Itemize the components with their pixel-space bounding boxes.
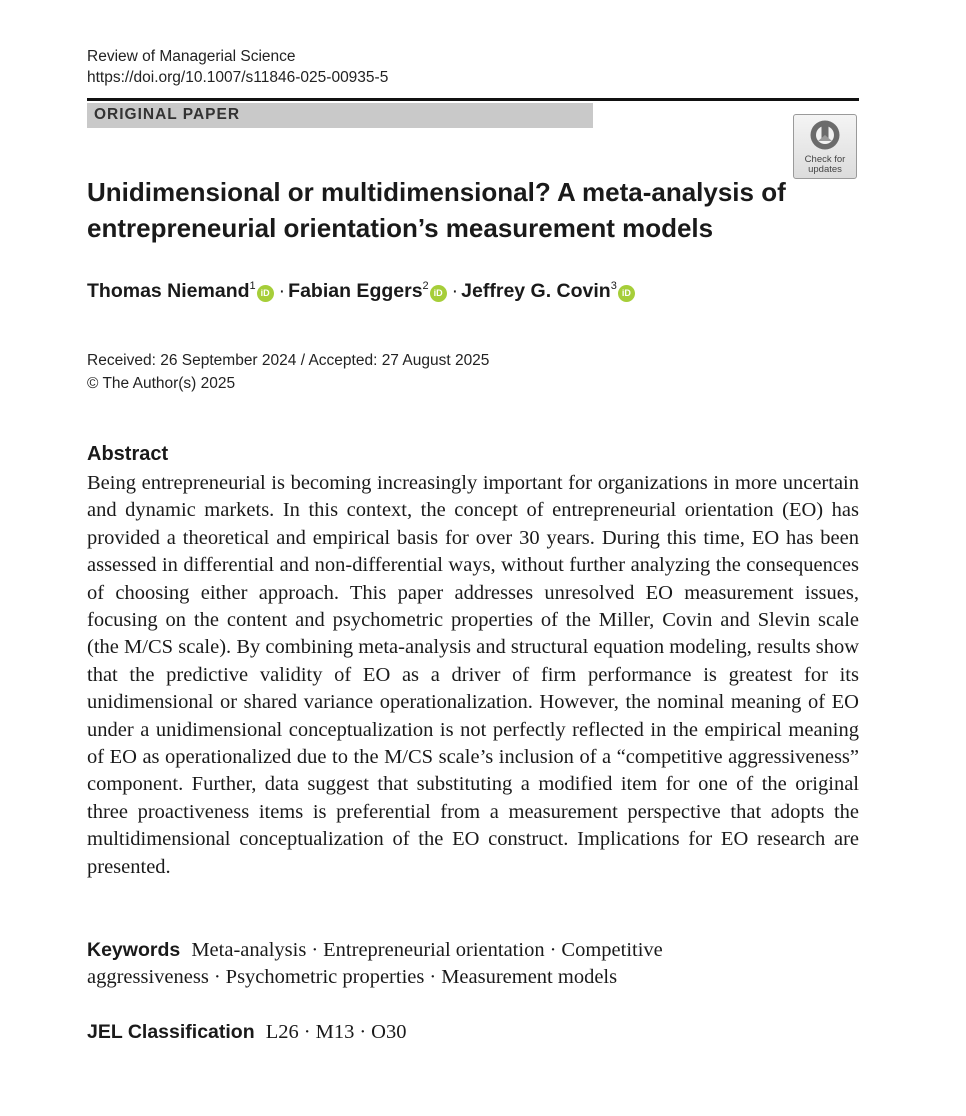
header-rule bbox=[87, 98, 859, 101]
orcid-icon[interactable]: iD bbox=[618, 285, 635, 302]
orcid-icon[interactable]: iD bbox=[257, 285, 274, 302]
author-list bbox=[87, 280, 635, 303]
jel-separator: · bbox=[359, 1021, 367, 1043]
keyword-separator: · bbox=[429, 966, 437, 989]
author-separator: · bbox=[451, 280, 459, 302]
abstract-heading: Abstract bbox=[87, 443, 169, 465]
jel-classification-section bbox=[87, 1019, 406, 1046]
paper-title: Unidimensional or multidimensional? A meta-analysis of entrepreneurial orientation’s measurement models bbox=[87, 177, 786, 243]
author-name[interactable]: Fabian Eggers bbox=[288, 280, 423, 302]
journal-name: Review of Managerial Science bbox=[87, 48, 296, 65]
doi-link[interactable]: https://doi.org/10.1007/s11846-025-00935-5 bbox=[87, 69, 389, 86]
jel-code: O30 bbox=[371, 1021, 407, 1043]
keyword: Psychometric properties bbox=[225, 966, 425, 989]
author-name[interactable]: Jeffrey G. Covin bbox=[461, 280, 611, 302]
received-accepted-dates: Received: 26 September 2024 / Accepted: 27 August 2025 bbox=[87, 352, 490, 369]
affiliation-marker: 2 bbox=[422, 280, 429, 292]
article-type-label: ORIGINAL PAPER bbox=[94, 106, 241, 123]
jel-separator: · bbox=[303, 1021, 311, 1043]
keyword-separator: · bbox=[311, 939, 319, 961]
check-for-updates-button[interactable] bbox=[793, 114, 857, 179]
keyword-separator: · bbox=[213, 966, 221, 989]
author-separator: · bbox=[278, 280, 286, 302]
orcid-icon[interactable]: iD bbox=[430, 285, 447, 302]
jel-code: L26 bbox=[265, 1021, 299, 1043]
author-name[interactable]: Thomas Niemand bbox=[87, 280, 250, 302]
abstract-text: Being entrepreneurial is becoming increasingly important for organizations in more uncertain and dynamic markets. In this context, the concept of entrepreneurial orientation (EO) has provided a theoretical and empirical basis for over 30 years. During this time, EO has been assessed in differential and non-differential ways, without further analyzing the consequences of choosing either approach. This paper addresses unresolved EO measurement issues, focusing on the content and psychometric properties of the Miller, Covin and Slevin scale (the M/CS scale). By combining meta-analysis and structural equation modeling, results show that the predictive validity of EO as a driver of firm performance is greatest for its unidimensional or shared variance operationalization. However, the nominal meaning of EO under a unidimensional conceptualization is not perfectly reflected in the empirical meaning of EO as operationalized due to the M/CS scale’s inclusion of a “competitive aggressiveness” component. Further, data suggest that substituting a modified item for one of the original three proactiveness items is preferential from a measurement perspective that adopts the multidimensional conceptualization of the EO construct. Implications for EO research are presented. bbox=[87, 472, 859, 878]
jel-code: M13 bbox=[315, 1021, 355, 1043]
publication-dates bbox=[87, 349, 489, 395]
affiliation-marker: 1 bbox=[249, 280, 256, 292]
keywords-section bbox=[87, 937, 847, 992]
copyright-notice: © The Author(s) 2025 bbox=[87, 375, 236, 392]
journal-header bbox=[87, 46, 388, 88]
check-for-updates-label: Check for updates bbox=[804, 154, 846, 175]
keywords-label: Keywords bbox=[87, 939, 181, 961]
keyword-separator: · bbox=[549, 939, 557, 961]
keyword: Meta-analysis bbox=[191, 939, 307, 961]
affiliation-marker: 3 bbox=[610, 280, 617, 292]
keyword: Competitive aggressiveness bbox=[87, 939, 663, 989]
jel-label: JEL Classification bbox=[87, 1021, 255, 1043]
keyword: Entrepreneurial orientation bbox=[323, 939, 545, 961]
keyword: Measurement models bbox=[441, 966, 618, 989]
crossmark-icon bbox=[809, 119, 841, 151]
article-type-banner bbox=[87, 103, 593, 128]
